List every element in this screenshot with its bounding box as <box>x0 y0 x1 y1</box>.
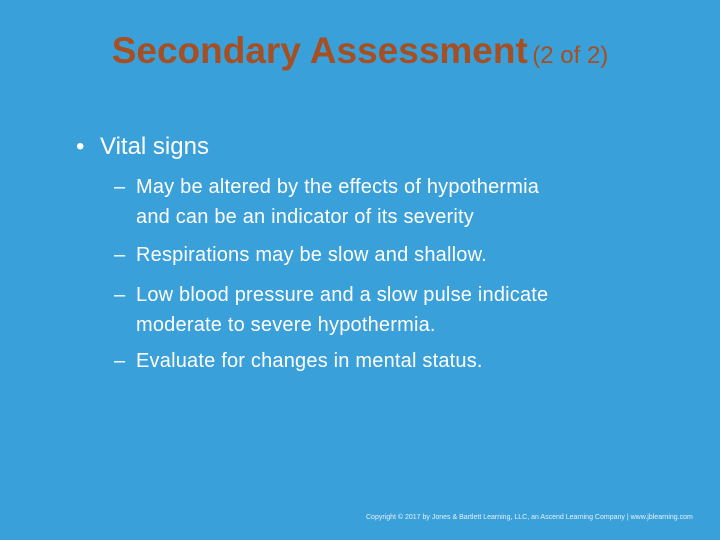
bullet-vital-signs <box>76 133 209 161</box>
copyright-footer: Copyright © 2017 by Jones & Bartlett Learning, LLC, an Ascend Learning Company | www.jblearning.com <box>366 514 693 521</box>
sub-bullet-line: Low blood pressure and a slow pulse indicate <box>136 284 549 306</box>
sub-bullet-mental-status <box>114 346 483 376</box>
sub-bullet-altered-by-hypothermia <box>114 172 539 232</box>
sub-bullet-respirations <box>114 240 487 270</box>
sub-bullet-line: and can be an indicator of its severity <box>136 206 474 228</box>
bullet-text: Vital signs <box>100 133 209 160</box>
slide-title-part: (2 of 2) <box>532 42 609 69</box>
bullet-dot-icon: • <box>76 133 85 160</box>
sub-bullet-line: Evaluate for changes in mental status. <box>136 350 483 372</box>
sub-bullet-line: moderate to severe hypothermia. <box>136 314 436 336</box>
dash-icon: – <box>114 350 126 372</box>
sub-bullet-line: Respirations may be slow and shallow. <box>136 244 487 266</box>
sub-bullet-line: May be altered by the effects of hypothermia <box>136 176 540 198</box>
dash-icon: – <box>114 176 126 198</box>
dash-icon: – <box>114 244 126 266</box>
slide-title-main: Secondary Assessment <box>111 30 528 71</box>
slide-title <box>0 30 720 72</box>
sub-bullet-blood-pressure <box>114 280 548 340</box>
dash-icon: – <box>114 284 126 306</box>
